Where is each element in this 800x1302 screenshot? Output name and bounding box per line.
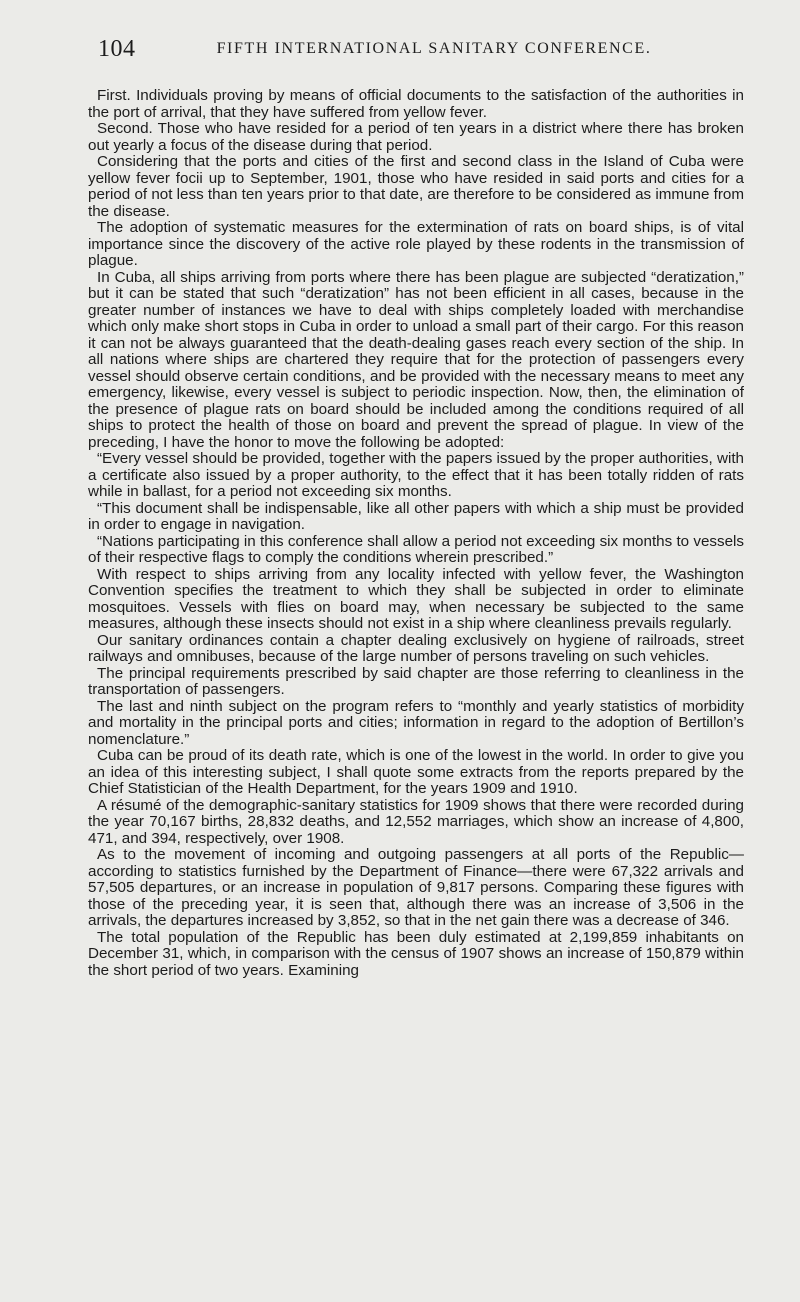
paragraph: “Nations participating in this conference shall allow a period not exceeding six months to vessels of their respective flags to comply the conditions wherein prescribed.” [88,532,744,566]
running-title: FIFTH INTERNATIONAL SANITARY CONFERENCE. [216,40,652,57]
paragraph: With respect to ships arriving from any locality infected with yellow fever, the Washington Convention specifies the treatment to which they shall be subjected in order to eliminate mosquitoes. Vessels with flies on board may, when necessary be subjected to the same measures, although these insects should not exist in a ship where cleanliness prevails regularly. [88,565,744,632]
page-header [98,36,740,68]
paragraph: Our sanitary ordinances contain a chapter dealing exclusively on hygiene of railroads, street railways and omnibuses, because of the large number of persons traveling on such vehicles. [88,631,744,665]
paragraph: “Every vessel should be provided, together with the papers issued by the proper authorities, with a certificate also issued by a proper authority, to the effect that it has been totally ridden of rats while in ballast, for a period not exceeding six months. [88,450,744,500]
paragraph: The principal requirements prescribed by said chapter are those referring to cleanliness in the transportation of passengers. [88,664,744,698]
paragraph: The total population of the Republic has been duly estimated at 2,199,859 inhabitants on December 31, which, in comparison with the census of 1907 shows an increase of 150,879 within the short period of two years. Examining [88,928,744,979]
paragraph: Considering that the ports and cities of the first and second class in the Island of Cuba were yellow fever focii up to September, 1901, those who have resided in said ports and cities for a period of not less than ten years prior to that date, are therefore to be considered as immune from the disease. [88,153,744,220]
paragraph: In Cuba, all ships arriving from ports where there has been plague are subjected “deratization,” but it can be stated that such “deratization” has not been efficient in all cases, because in the greater number of instances we have to deal with ships completely loaded with merchandise which only make short stops in Cuba in order to unload a small part of their cargo. For this reason it can not be always guaranteed that the death-dealing gases reach every section of the ship. In all nations where ships are chartered they require that for the protection of passengers every vessel should observe certain conditions, and be provided with the necessary means to meet any emergency, likewise, every vessel is subject to periodic inspection. Now, then, the elimination of the presence of plague rats on board should be included among the conditions required of all ships to protect the health of those on board and prevent the spread of plague. In view of the preceding, I have the honor to move the following be adopted: [88,268,744,451]
paragraph: The adoption of systematic measures for the extermination of rats on board ships, is of vital importance since the discovery of the active role played by these rodents in the transmission of plague. [88,219,744,269]
paragraph: A résumé of the demographic-sanitary statistics for 1909 shows that there were recorded during the year 70,167 births, 28,832 deaths, and 12,552 marriages, which show an increase of 4,800, 471, and 394, respectively, over 1908. [88,796,744,847]
body-text [88,88,744,979]
paragraph: “This document shall be indispensable, like all other papers with which a ship must be provided in order to engage in navigation. [88,499,744,533]
paragraph: The last and ninth subject on the program refers to “monthly and yearly statistics of morbidity and mortality in the principal ports and cities; information in regard to the adoption of Bertillon’s nomenclature.” [88,697,744,748]
paragraph: First. Individuals proving by means of official documents to the satisfaction of the authorities in the port of arrival, that they have suffered from yellow fever. [88,87,744,121]
page-number: 104 [98,36,136,62]
paragraph: As to the movement of incoming and outgoing passengers at all ports of the Republic—according to statistics furnished by the Department of Finance—there were 67,322 arrivals and 57,505 departures, or an increase in population of 9,817 persons. Comparing these figures with those of the preceding year, it is seen that, although there was an increase of 3,506 in the arrivals, the departures increased by 3,852, so that in the net gain there was a decrease of 346. [88,846,744,929]
paragraph: Second. Those who have resided for a period of ten years in a district where there has broken out yearly a focus of the disease during that period. [88,120,744,154]
paragraph: Cuba can be proud of its death rate, which is one of the lowest in the world. In order to give you an idea of this interesting subject, I shall quote some extracts from the reports prepared by the Chief Statistician of the Health Department, for the years 1909 and 1910. [88,747,744,797]
